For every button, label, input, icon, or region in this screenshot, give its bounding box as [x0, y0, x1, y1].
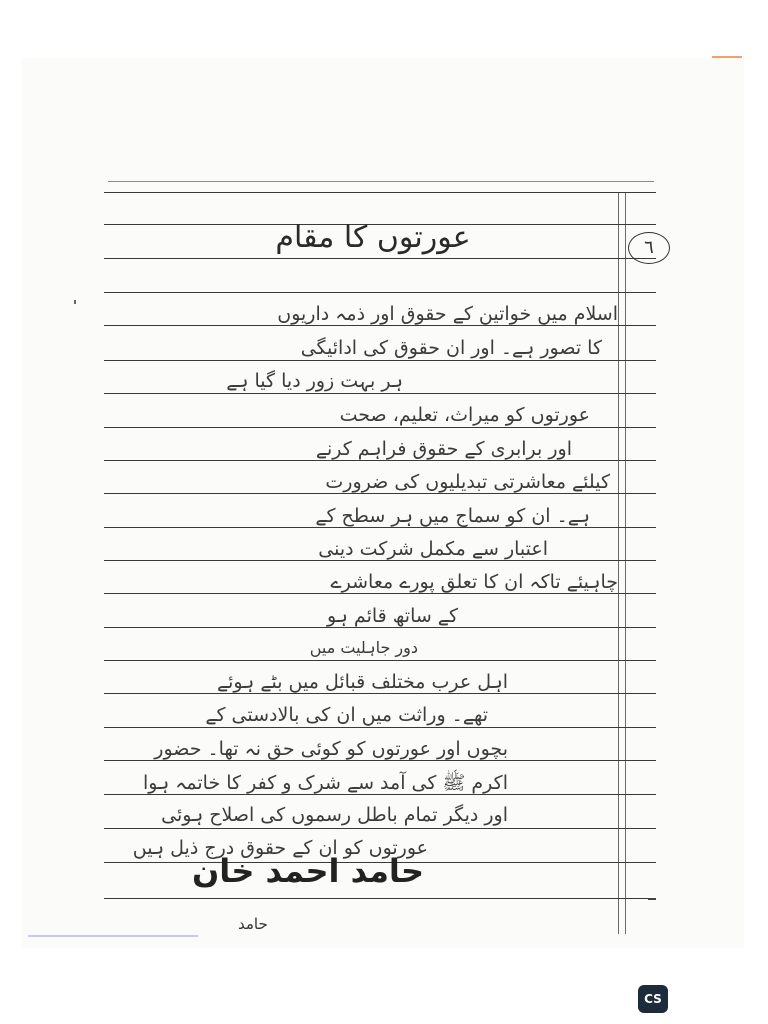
ruled-line: [104, 660, 656, 661]
ruled-line: [104, 360, 656, 361]
signature-small: حامد: [238, 915, 268, 933]
text-line: اور برابری کے حقوق فراہم کرنے: [315, 438, 572, 460]
text-line: ہر بہت زور دیا گیا ہے: [226, 370, 403, 392]
text-line: کے ساتھ قائم ہو: [326, 605, 458, 627]
text-line: عورتوں کو ان کے حقوق درج ذیل ہیں: [132, 837, 428, 859]
ruled-line: [104, 292, 656, 293]
text-line: عورتوں کو میراث، تعلیم، صحت: [339, 404, 590, 426]
ruled-line: [104, 828, 656, 829]
ruled-line: [104, 593, 656, 594]
ruled-line: [104, 325, 656, 326]
text-line: چاہیئے تاکہ ان کا تعلق پورے معاشرے: [330, 571, 618, 593]
page-number-circle: ٦: [628, 232, 670, 264]
text-line: تھے۔ وراثت میں ان کی بالادستی کے: [205, 704, 488, 726]
camscanner-logo-icon: CS: [638, 985, 668, 1013]
text-line: اہل عرب مختلف قبائل میں بٹے ہوئے: [216, 671, 508, 693]
ruled-line: [104, 627, 656, 628]
text-line: اور دیگر تمام باطل رسموں کی اصلاح ہوئی: [161, 804, 508, 826]
ruled-line: [104, 693, 656, 694]
ruled-line: [104, 460, 656, 461]
ruled-line: [104, 560, 656, 561]
margin-tick: [74, 300, 76, 304]
margin-dash: [648, 898, 656, 900]
ruled-line: [104, 258, 656, 259]
ruled-line: [104, 493, 656, 494]
ruled-line: [104, 393, 656, 394]
text-line: کیلئے معاشرتی تبدیلیوں کی ضرورت: [325, 471, 610, 493]
text-line: کا تصور ہے۔ اور ان حقوق کی ادائیگی: [300, 337, 602, 359]
page-edge-mark: [712, 56, 742, 58]
text-line: اعتبار سے مکمل شرکت دینی: [318, 538, 548, 560]
notebook-sheet: [98, 170, 658, 938]
ruled-line: [104, 527, 656, 528]
page-title: عورتوں کا مقام: [275, 220, 471, 255]
ruled-line: [104, 427, 656, 428]
ruled-line: [104, 727, 656, 728]
text-line: اکرم ﷺ کی آمد سے شرک و کفر کا خاتمہ ہوا: [142, 772, 508, 794]
header-rule: [108, 181, 654, 182]
text-line: ہے۔ ان کو سماج میں ہر سطح کے: [315, 505, 590, 527]
margin-line-right: [625, 192, 626, 934]
margin-line-left: [618, 192, 619, 934]
text-line: بچوں اور عورتوں کو کوئی حق نہ تھا۔ حضور: [154, 738, 508, 760]
ruled-line: [104, 898, 656, 899]
subheading: دور جاہلیت میں: [309, 638, 418, 657]
signature: حامد احمد خان: [191, 852, 424, 890]
ruled-line: [104, 192, 656, 193]
text-line: اسلام میں خواتین کے حقوق اور ذمہ داریوں: [277, 303, 618, 325]
ruled-line: [104, 760, 656, 761]
